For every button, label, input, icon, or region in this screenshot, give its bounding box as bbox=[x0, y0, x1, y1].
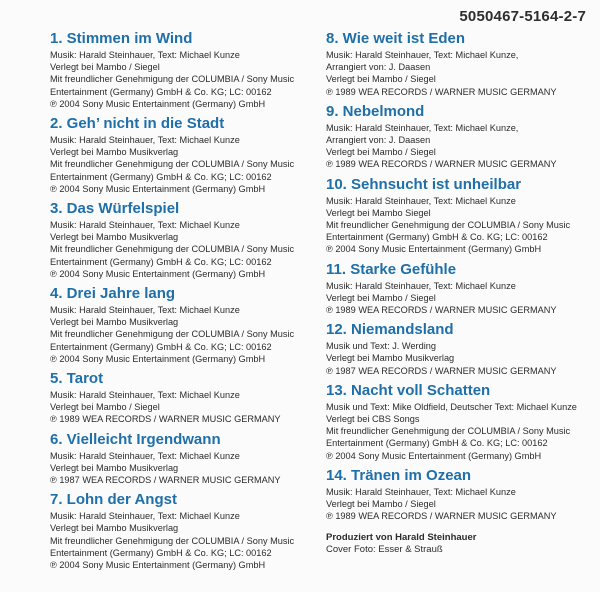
track-credit-line: Musik: Harald Steinhauer, Text: Michael Kunze bbox=[50, 390, 240, 401]
track-entry bbox=[50, 370, 312, 426]
track-credit-line: Musik: Harald Steinhauer, Text: Michael Kunze bbox=[50, 511, 240, 522]
track-credit-line: Verlegt bei Mambo / Siegel bbox=[326, 147, 436, 158]
track-credit-line: Entertainment (Germany) GmbH & Co. KG; LC: 00162 bbox=[50, 341, 272, 352]
track-credit-line: Entertainment (Germany) GmbH & Co. KG; LC: 00162 bbox=[50, 256, 272, 267]
track-entry bbox=[50, 200, 312, 280]
track-credit-line: Verlegt bei Mambo / Siegel bbox=[50, 62, 160, 73]
track-credit-line: Musik und Text: Mike Oldfield, Deutscher Text: Michael Kunze bbox=[326, 401, 577, 412]
track-credit-line: Arrangiert von: J. Daasen bbox=[326, 62, 431, 73]
track-credit-line: ℗ 2004 Sony Music Entertainment (Germany) GmbH bbox=[50, 560, 266, 571]
track-credit-line: ℗ 1989 WEA RECORDS / WARNER MUSIC GERMANY bbox=[326, 86, 557, 97]
track-entry bbox=[326, 467, 588, 523]
track-title: 13. Nacht voll Schatten bbox=[326, 381, 491, 399]
track-credit-line: Mit freundlicher Genehmigung der COLUMBIA / Sony Music bbox=[50, 159, 295, 170]
track-credit-line: Musik: Harald Steinhauer, Text: Michael Kunze bbox=[50, 305, 240, 316]
track-entry bbox=[50, 115, 312, 195]
track-credit-line: Musik: Harald Steinhauer, Text: Michael Kunze bbox=[50, 135, 240, 146]
producer-credit: Produziert von Harald Steinhauer bbox=[326, 532, 477, 544]
track-credit-line: Musik: Harald Steinhauer, Text: Michael Kunze bbox=[50, 450, 240, 461]
track-credit-line: Entertainment (Germany) GmbH & Co. KG; LC: 00162 bbox=[326, 232, 548, 243]
track-credit-line: ℗ 2004 Sony Music Entertainment (Germany) GmbH bbox=[50, 353, 266, 364]
track-credit-line: Entertainment (Germany) GmbH & Co. KG; LC: 00162 bbox=[326, 438, 548, 449]
track-entry bbox=[326, 30, 588, 98]
track-credit-line: Verlegt bei Mambo Siegel bbox=[326, 207, 431, 218]
track-credit-line: ℗ 1987 WEA RECORDS / WARNER MUSIC GERMANY bbox=[326, 365, 557, 376]
track-credit-line: ℗ 1989 WEA RECORDS / WARNER MUSIC GERMANY bbox=[326, 305, 557, 316]
track-title: 2. Geh’ nicht in die Stadt bbox=[50, 115, 225, 133]
track-credit-line: Musik: Harald Steinhauer, Text: Michael Kunze, bbox=[326, 122, 519, 133]
track-title: 14. Tränen im Ozean bbox=[326, 466, 472, 484]
track-credit-line: Musik: Harald Steinhauer, Text: Michael Kunze, bbox=[326, 50, 519, 60]
track-credit-line: Entertainment (Germany) GmbH & Co. KG; LC: 00162 bbox=[50, 86, 272, 97]
track-title: 12. Niemandsland bbox=[326, 321, 454, 339]
track-title: 7. Lohn der Angst bbox=[50, 491, 177, 509]
track-credit-line: Verlegt bei Mambo Musikverlag bbox=[50, 147, 179, 158]
track-credit-line: Musik: Harald Steinhauer, Text: Michael Kunze bbox=[326, 486, 516, 497]
track-credit-line: Mit freundlicher Genehmigung der COLUMBIA / Sony Music bbox=[326, 220, 571, 231]
track-title: 1. Stimmen im Wind bbox=[50, 30, 193, 47]
track-credit-line: Mit freundlicher Genehmigung der COLUMBIA / Sony Music bbox=[50, 535, 295, 546]
track-credit-line: Musik: Harald Steinhauer, Text: Michael Kunze bbox=[50, 50, 240, 60]
track-credit-line: Musik: Harald Steinhauer, Text: Michael Kunze bbox=[50, 220, 240, 231]
track-credit-line: Entertainment (Germany) GmbH & Co. KG; LC: 00162 bbox=[50, 171, 272, 182]
track-credit-line: ℗ 2004 Sony Music Entertainment (Germany) GmbH bbox=[326, 244, 542, 255]
track-entry bbox=[326, 103, 588, 171]
track-credit-line: Arrangiert von: J. Daasen bbox=[326, 135, 431, 146]
track-title: 3. Das Würfelspiel bbox=[50, 200, 180, 218]
track-credit-line: ℗ 2004 Sony Music Entertainment (Germany) GmbH bbox=[50, 98, 266, 109]
track-credit-line: Verlegt bei Mambo Musikverlag bbox=[50, 462, 179, 473]
track-credit-line: Mit freundlicher Genehmigung der COLUMBIA / Sony Music bbox=[326, 426, 571, 437]
track-title: 5. Tarot bbox=[50, 370, 104, 388]
track-credit-line: Verlegt bei Mambo Musikverlag bbox=[50, 317, 179, 328]
track-credit-line: ℗ 1989 WEA RECORDS / WARNER MUSIC GERMANY bbox=[50, 414, 281, 425]
track-entry bbox=[50, 30, 312, 110]
track-credit-line: Mit freundlicher Genehmigung der COLUMBIA / Sony Music bbox=[50, 329, 295, 340]
track-credit-line: ℗ 2004 Sony Music Entertainment (Germany) GmbH bbox=[50, 183, 266, 194]
track-credit-line: Verlegt bei Mambo / Siegel bbox=[50, 402, 160, 413]
cover-photo-credit: Cover Foto: Esser & Strauß bbox=[326, 544, 443, 556]
track-entry bbox=[50, 285, 312, 365]
track-credit-line: Verlegt bei Mambo / Siegel bbox=[326, 292, 436, 303]
track-title: 11. Starke Gefühle bbox=[326, 260, 457, 278]
track-title: 4. Drei Jahre lang bbox=[50, 285, 176, 303]
track-credit-line: Musik: Harald Steinhauer, Text: Michael Kunze bbox=[326, 280, 516, 291]
track-credit-line: Verlegt bei Mambo Musikverlag bbox=[326, 353, 455, 364]
track-title: 10. Sehnsucht ist unheilbar bbox=[326, 175, 522, 193]
track-entry bbox=[326, 321, 588, 377]
track-entry bbox=[326, 261, 588, 317]
track-credit-line: Verlegt bei Mambo Musikverlag bbox=[50, 523, 179, 534]
track-entry bbox=[326, 176, 588, 256]
track-credit-line: ℗ 1987 WEA RECORDS / WARNER MUSIC GERMANY bbox=[50, 475, 281, 486]
track-credit-line: Musik und Text: J. Werding bbox=[326, 341, 436, 352]
track-credit-line: Mit freundlicher Genehmigung der COLUMBIA / Sony Music bbox=[50, 74, 295, 85]
track-credit-line: ℗ 1989 WEA RECORDS / WARNER MUSIC GERMANY bbox=[326, 511, 557, 522]
track-credit-line: Entertainment (Germany) GmbH & Co. KG; LC: 00162 bbox=[50, 547, 272, 558]
track-list-right bbox=[326, 30, 588, 556]
track-credit-line: Verlegt bei Mambo / Siegel bbox=[326, 499, 436, 510]
track-entry bbox=[50, 431, 312, 487]
track-credit-line: Verlegt bei Mambo Musikverlag bbox=[50, 232, 179, 243]
track-title: 9. Nebelmond bbox=[326, 102, 425, 120]
track-entry bbox=[50, 491, 312, 571]
track-credit-line: Musik: Harald Steinhauer, Text: Michael Kunze bbox=[326, 195, 516, 206]
track-list-left bbox=[50, 30, 312, 576]
track-entry bbox=[326, 382, 588, 462]
catalog-number: 5050467-5164-2-7 bbox=[459, 8, 586, 25]
track-credit-line: Mit freundlicher Genehmigung der COLUMBIA / Sony Music bbox=[50, 244, 295, 255]
track-credit-line: ℗ 1989 WEA RECORDS / WARNER MUSIC GERMANY bbox=[326, 159, 557, 170]
track-credit-line: ℗ 2004 Sony Music Entertainment (Germany) GmbH bbox=[326, 450, 542, 461]
track-title: 8. Wie weit ist Eden bbox=[326, 30, 466, 47]
track-credit-line: ℗ 2004 Sony Music Entertainment (Germany) GmbH bbox=[50, 268, 266, 279]
track-credit-line: Verlegt bei Mambo / Siegel bbox=[326, 74, 436, 85]
track-title: 6. Vielleicht Irgendwann bbox=[50, 430, 221, 448]
credits bbox=[326, 532, 588, 556]
track-credit-line: Verlegt bei CBS Songs bbox=[326, 414, 420, 425]
